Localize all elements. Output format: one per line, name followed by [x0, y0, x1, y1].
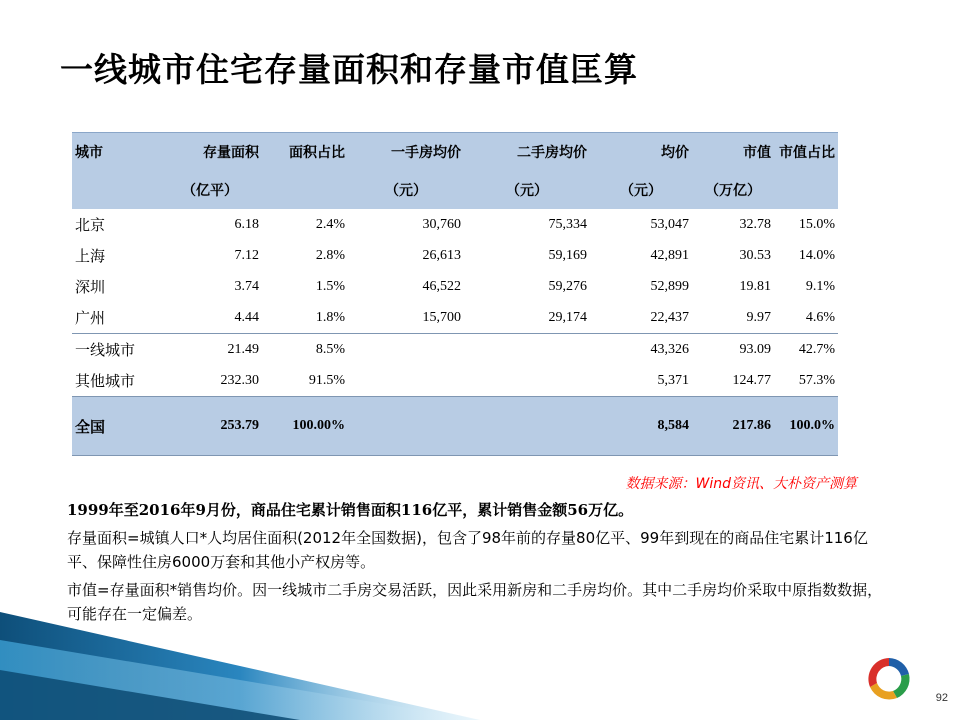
cell-value-pct: 42.7%	[774, 334, 838, 366]
table-row	[72, 271, 838, 302]
cell-value-pct: 9.1%	[805, 278, 835, 294]
cell-second-price: 59,169	[548, 247, 587, 263]
cell-new-price	[348, 397, 464, 456]
unit-avg-price: （元）	[620, 183, 662, 199]
cell-city: 北京	[75, 216, 106, 234]
cell-avg-price: 8,584	[590, 397, 692, 456]
cell-area-pct: 1.5%	[315, 278, 345, 294]
table-row	[72, 240, 838, 271]
cell-value-pct: 14.0%	[798, 247, 835, 263]
cell-city: 深圳	[75, 278, 106, 296]
header-value-pct: 市值占比	[774, 133, 838, 172]
table-row	[72, 334, 838, 366]
table-header-row	[72, 133, 838, 172]
header-area: 存量面积	[158, 133, 262, 172]
cell-value-pct: 57.3%	[798, 372, 835, 388]
unit-area: （亿平）	[182, 183, 238, 199]
cell-value-pct: 100.0%	[774, 397, 838, 456]
page-title: 一线城市住宅存量面积和存量市值匡算	[60, 50, 638, 89]
cell-second-price: 75,334	[548, 216, 587, 232]
cell-area: 3.74	[234, 278, 259, 294]
stock-table	[72, 132, 838, 456]
cell-new-price: 30,760	[422, 216, 461, 232]
cell-value-pct: 15.0%	[798, 216, 835, 232]
decorative-wedge	[0, 600, 480, 720]
cell-new-price	[348, 365, 464, 397]
header-new-price: 一手房均价	[348, 133, 464, 172]
cell-value: 217.86	[692, 397, 774, 456]
cell-avg-price: 42,891	[650, 247, 689, 263]
cell-area: 7.12	[234, 247, 259, 263]
cell-area: 6.18	[234, 216, 259, 232]
unit-city	[72, 171, 158, 209]
cell-new-price: 46,522	[422, 278, 461, 294]
cell-avg-price: 52,899	[650, 278, 689, 294]
cell-value: 93.09	[692, 334, 774, 366]
summary-text: 1999年至2016年9月份，商品住宅累计销售面积116亿平，累计销售金额56万亿。	[67, 501, 634, 519]
cell-avg-price: 53,047	[650, 216, 689, 232]
cell-area-pct: 100.00%	[262, 397, 348, 456]
cell-second-price	[464, 397, 590, 456]
cell-value: 19.81	[739, 278, 771, 294]
cell-area: 4.44	[234, 309, 259, 325]
cell-area: 232.30	[220, 372, 259, 388]
cell-area: 21.49	[158, 334, 262, 366]
cell-city: 其他城市	[75, 372, 136, 390]
table-unit-row	[72, 171, 838, 209]
cell-new-price	[348, 334, 464, 366]
data-source-note: 数据来源：Wind资讯、大朴资产测算	[625, 476, 857, 492]
cell-second-price	[464, 365, 590, 397]
cell-second-price	[464, 334, 590, 366]
header-avg-price: 均价	[590, 133, 692, 172]
page-number: 92	[935, 692, 948, 704]
unit-area-pct	[262, 171, 348, 209]
header-value: 市值	[692, 133, 774, 172]
cell-value: 32.78	[739, 216, 771, 232]
cell-new-price: 15,700	[422, 309, 461, 325]
unit-second-price: （元）	[506, 183, 548, 199]
cell-area-pct: 91.5%	[308, 372, 345, 388]
header-area-pct: 面积占比	[262, 133, 348, 172]
table-total-row	[72, 397, 838, 456]
unit-new-price: （元）	[385, 183, 427, 199]
cell-value: 30.53	[739, 247, 771, 263]
cell-city: 广州	[75, 309, 106, 327]
header-city: 城市	[72, 133, 158, 172]
note-value-definition: 市值=存量面积*销售均价。因一线城市二手房交易活跃，因此采用新房和二手房均价。其中二手房均价采取中原指数数据，可能存在一定偏差。	[67, 581, 883, 623]
cell-city: 一线城市	[72, 334, 158, 366]
cell-second-price: 29,174	[548, 309, 587, 325]
cell-area-pct: 1.8%	[315, 309, 345, 325]
cell-avg-price: 5,371	[657, 372, 689, 388]
header-second-price: 二手房均价	[464, 133, 590, 172]
cell-area-pct: 8.5%	[262, 334, 348, 366]
cell-area-pct: 2.4%	[315, 216, 345, 232]
note-area-definition: 存量面积=城镇人口*人均居住面积(2012年全国数据)，包含了98年前的存量80亿平、99年到现在的商品住宅累计116亿平、保障性住房6000万套和其他小产权房等。	[67, 529, 868, 571]
cell-avg-price: 22,437	[650, 309, 689, 325]
cell-new-price: 26,613	[422, 247, 461, 263]
cell-area-pct: 2.8%	[315, 247, 345, 263]
cell-area: 253.79	[158, 397, 262, 456]
cell-value: 9.97	[746, 309, 771, 325]
cell-value-pct: 4.6%	[805, 309, 835, 325]
cell-second-price: 59,276	[548, 278, 587, 294]
table-row	[72, 302, 838, 334]
table-row	[72, 209, 838, 240]
unit-value-pct	[774, 171, 838, 209]
unit-value: （万亿）	[705, 183, 761, 199]
table-row	[72, 365, 838, 397]
cell-city: 上海	[75, 247, 106, 265]
cell-city: 全国	[72, 397, 158, 456]
company-logo-icon	[864, 654, 914, 704]
cell-avg-price: 43,326	[590, 334, 692, 366]
cell-value: 124.77	[732, 372, 771, 388]
